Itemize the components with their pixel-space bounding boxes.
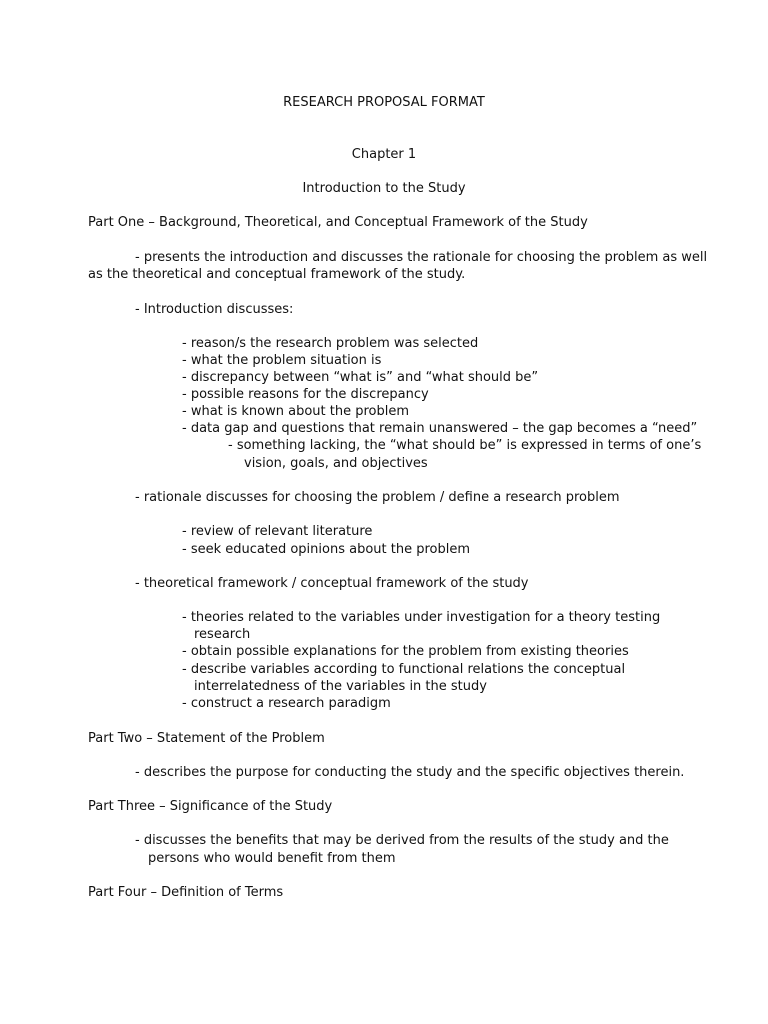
- introduction-item: - reason/s the research problem was selected: [182, 336, 479, 351]
- introduction-item: - what is known about the problem: [182, 404, 410, 419]
- framework-item-line2: interrelatedness of the variables in the study: [194, 679, 487, 694]
- introduction-sub-item-line1: - something lacking, the “what should be” is expressed in terms of one’s: [228, 438, 702, 453]
- part-one-intro-line2: as the theoretical and conceptual framework of the study.: [88, 267, 466, 282]
- part-four-heading: Part Four – Definition of Terms: [88, 885, 284, 900]
- introduction-item: - possible reasons for the discrepancy: [182, 387, 429, 402]
- introduction-item: - data gap and questions that remain unanswered – the gap becomes a “need”: [182, 421, 698, 436]
- part-one-heading: Part One – Background, Theoretical, and Conceptual Framework of the Study: [88, 215, 588, 230]
- part-three-item-line2: persons who would benefit from them: [148, 851, 396, 866]
- introduction-label: - Introduction discusses:: [135, 302, 294, 317]
- part-three-item-line1: - discusses the benefits that may be derived from the results of the study and the: [135, 833, 669, 848]
- framework-item-line1: - describe variables according to functional relations the conceptual: [182, 662, 626, 677]
- framework-item-line2: research: [194, 627, 251, 642]
- part-two-heading: Part Two – Statement of the Problem: [88, 731, 325, 746]
- framework-item-line1: - construct a research paradigm: [182, 696, 391, 711]
- chapter-subtitle: Introduction to the Study: [302, 181, 466, 196]
- part-three-heading: Part Three – Significance of the Study: [88, 799, 333, 814]
- introduction-sub-item-line2: vision, goals, and objectives: [244, 456, 428, 471]
- framework-label: - theoretical framework / conceptual framework of the study: [135, 576, 529, 591]
- rationale-item: - seek educated opinions about the problem: [182, 542, 470, 557]
- framework-item-line1: - theories related to the variables under investigation for a theory testing: [182, 610, 661, 625]
- rationale-label: - rationale discusses for choosing the problem / define a research problem: [135, 490, 620, 505]
- part-two-item: - describes the purpose for conducting the study and the specific objectives therein.: [135, 765, 685, 780]
- introduction-item: - what the problem situation is: [182, 353, 382, 368]
- chapter-heading: Chapter 1: [351, 147, 417, 162]
- introduction-item: - discrepancy between “what is” and “what should be”: [182, 370, 539, 385]
- rationale-item: - review of relevant literature: [182, 524, 373, 539]
- document-title: RESEARCH PROPOSAL FORMAT: [283, 95, 485, 110]
- framework-item-line1: - obtain possible explanations for the problem from existing theories: [182, 644, 629, 659]
- part-one-intro-line1: - presents the introduction and discusses the rationale for choosing the problem as well: [135, 250, 708, 265]
